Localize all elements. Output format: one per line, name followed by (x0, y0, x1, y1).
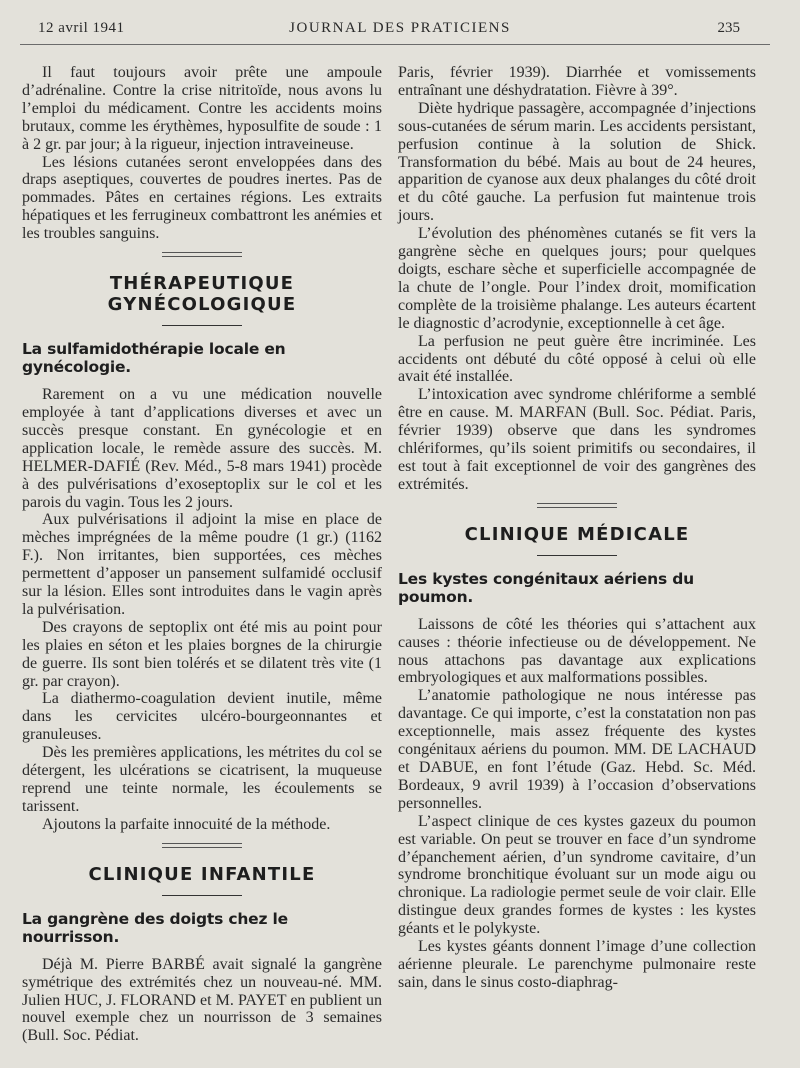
running-head (0, 0, 800, 46)
article-title: La sulfamidothérapie locale en gynécologie. (22, 340, 286, 377)
paragraph: Ajoutons la parfaite innocuité de la méthode. (42, 815, 331, 833)
paragraph: La perfusion ne peut guère être incriminée. Les accidents ont débuté du côté opposé à celui où elle avait été installée. (398, 332, 756, 386)
article-title: La gangrène des doigts chez le nourrisson. (22, 909, 288, 946)
section-rubric-medicale: CLINIQUE MÉDICALE (464, 523, 690, 545)
paragraph: Laissons de côté les théories qui s’attachent aux causes : théorie infectieuse ou de développement. Ne nous attachons pas davantage aux explications embryologiques et aux malformations possibles. (398, 615, 756, 687)
paragraph: Dès les premières applications, les métrites du col se détergent, les ulcérations se cicatrisent, la muqueuse reprend une teinte normale, les écoulements se tarissent. (22, 744, 382, 815)
article-title: Les kystes congénitaux aériens du poumon. (398, 569, 694, 606)
paragraph: Des crayons de septoplix ont été mis au point pour les plaies en séton et les plaies borgnes de la chirurgie de guerre. Ils sont bien tolérés et se dilatent très vite (1 gr. par crayon). (22, 618, 382, 690)
paragraph: L’évolution des phénomènes cutanés se fit vers la gangrène sèche en quelques jours; pour quelques doigts, eschare sèche et superficielle accompagnée de la chute de l’ongle. Pour l’index droit, momification complète de la troisième phalange. Les auteurs écartent le diagnostic d’acrodynie, exceptionnelle à cet âge. (398, 225, 756, 332)
paragraph: La diathermo-coagulation devient inutile, même dans les cervicites ulcéro-bourgeonnantes et granuleuses. (22, 690, 382, 744)
section-separator (22, 243, 382, 269)
journal-title: JOURNAL DES PRATICIENS (289, 20, 511, 36)
paragraph: Rarement on a vu une médication nouvelle employée à tant d’applications diverses et avec un succès presque constant. En gynécologie et en application locale, le remède assure des succès. M. HELMER-DAFIÉ (Rev. Méd., 5-8 mars 1941) procède à des pulvérisations d’exoseptoplix sur le col et les parois du vagin. Tous les 2 jours. (22, 386, 382, 511)
paragraph: L’anatomie pathologique ne nous intéresse pas davantage. Ce qui importe, c’est la constatation non pas exceptionnelle, mais assez fréquente des kystes congénitaux aériens du poumon. MM. DE LACHAUD et DABUE, en font l’étude (Gaz. Hebd. Sc. Méd. Bordeaux, 9 avril 1939) à l’occasion d’observations personnelles. (398, 687, 756, 812)
paragraph: L’intoxication avec syndrome chlériforme a semblé être en cause. M. MARFAN (Bull. Soc. Pédiat. Paris, février 1939) observe que dans les syndromes chlériformes, qu’ils soient primitifs ou secondaires, il est tout à fait exceptionnel de voir des gangrènes des extrémités. (398, 386, 756, 493)
paragraph: Aux pulvérisations il adjoint la mise en place de mèches imprégnées de la même poudre (1 gr.) (1162 F.). Non irritantes, bien supportées, ces mèches permettent d’apposer un pansement sulfamidé occlusif sur la lésion. Elles sont introduites dans le vagin après la pulvérisation. (22, 511, 382, 618)
paragraph: L’aspect clinique de ces kystes gazeux du poumon est variable. On peut se trouver en face d’un syndrome d’épanchement aérien, d’un syndrome cavitaire, d’un syndrome bronchitique évoluant sur un mode aigu ou chronique. La radiologie permet seule de voir clair. Elle distingue deux grandes formes de kystes : les kystes géants et le polykyste. (398, 812, 756, 938)
paragraph: Paris, février 1939). Diarrhée et vomissements entraînant une déshydratation. Fièvre à 39°. (398, 64, 756, 99)
right-column (398, 64, 756, 992)
section-separator (22, 834, 382, 860)
section-separator (398, 494, 756, 520)
paragraph: Les lésions cutanées seront enveloppées dans des draps aseptiques, couvertes de poudres inertes. Pas de pommades. Pâtes en certaines régions. Les extraits hépatiques et les ferrugineux combattront les anémies et les troubles sanguins. (22, 153, 382, 243)
rubric-rule (162, 895, 242, 896)
section-rubric-infantile: CLINIQUE INFANTILE (88, 863, 316, 885)
paragraph: Déjà M. Pierre BARBÉ avait signalé la gangrène symétrique des extrémités chez un nouveau-né. MM. Julien HUC, J. FLORAND et M. PAYET en publient un nouvel exemple chez un nourrisson de 3 semaines (Bull. Soc. Pédiat. (22, 955, 382, 1045)
left-column (22, 64, 382, 1045)
section-rubric-therapeutique: THÉRAPEUTIQUE GYNÉCOLOGIQUE (107, 273, 297, 316)
paragraph: Il faut toujours avoir prête une ampoule d’adrénaline. Contre la crise nitritoïde, nous avons lu l’emploi du médicament. Contre les accidents moins brutaux, comme les érythèmes, hyposulfite de soude : 1 à 2 gr. par jour; à la rigueur, injection intraveineuse. (22, 64, 382, 153)
rubric-rule (537, 555, 617, 556)
header-rule (20, 44, 770, 45)
paragraph: Les kystes géants donnent l’image d’une collection aérienne pleurale. Le parenchyme pulmonaire reste sain, dans le sinus costo-diaphrag- (398, 938, 756, 991)
page-number: 235 (717, 20, 740, 36)
rubric-rule (162, 325, 242, 326)
paragraph: Diète hydrique passagère, accompagnée d’injections sous-cutanées de sérum marin. Les accidents persistant, perfusion continue à la solution de Shick. Transformation du bébé. Mais au bout de 24 heures, apparition de cyanose aux deux phalanges du côté droit et du côté gauche. La perfusion fut maintenue trois jours. (398, 99, 756, 225)
issue-date: 12 avril 1941 (38, 20, 125, 36)
